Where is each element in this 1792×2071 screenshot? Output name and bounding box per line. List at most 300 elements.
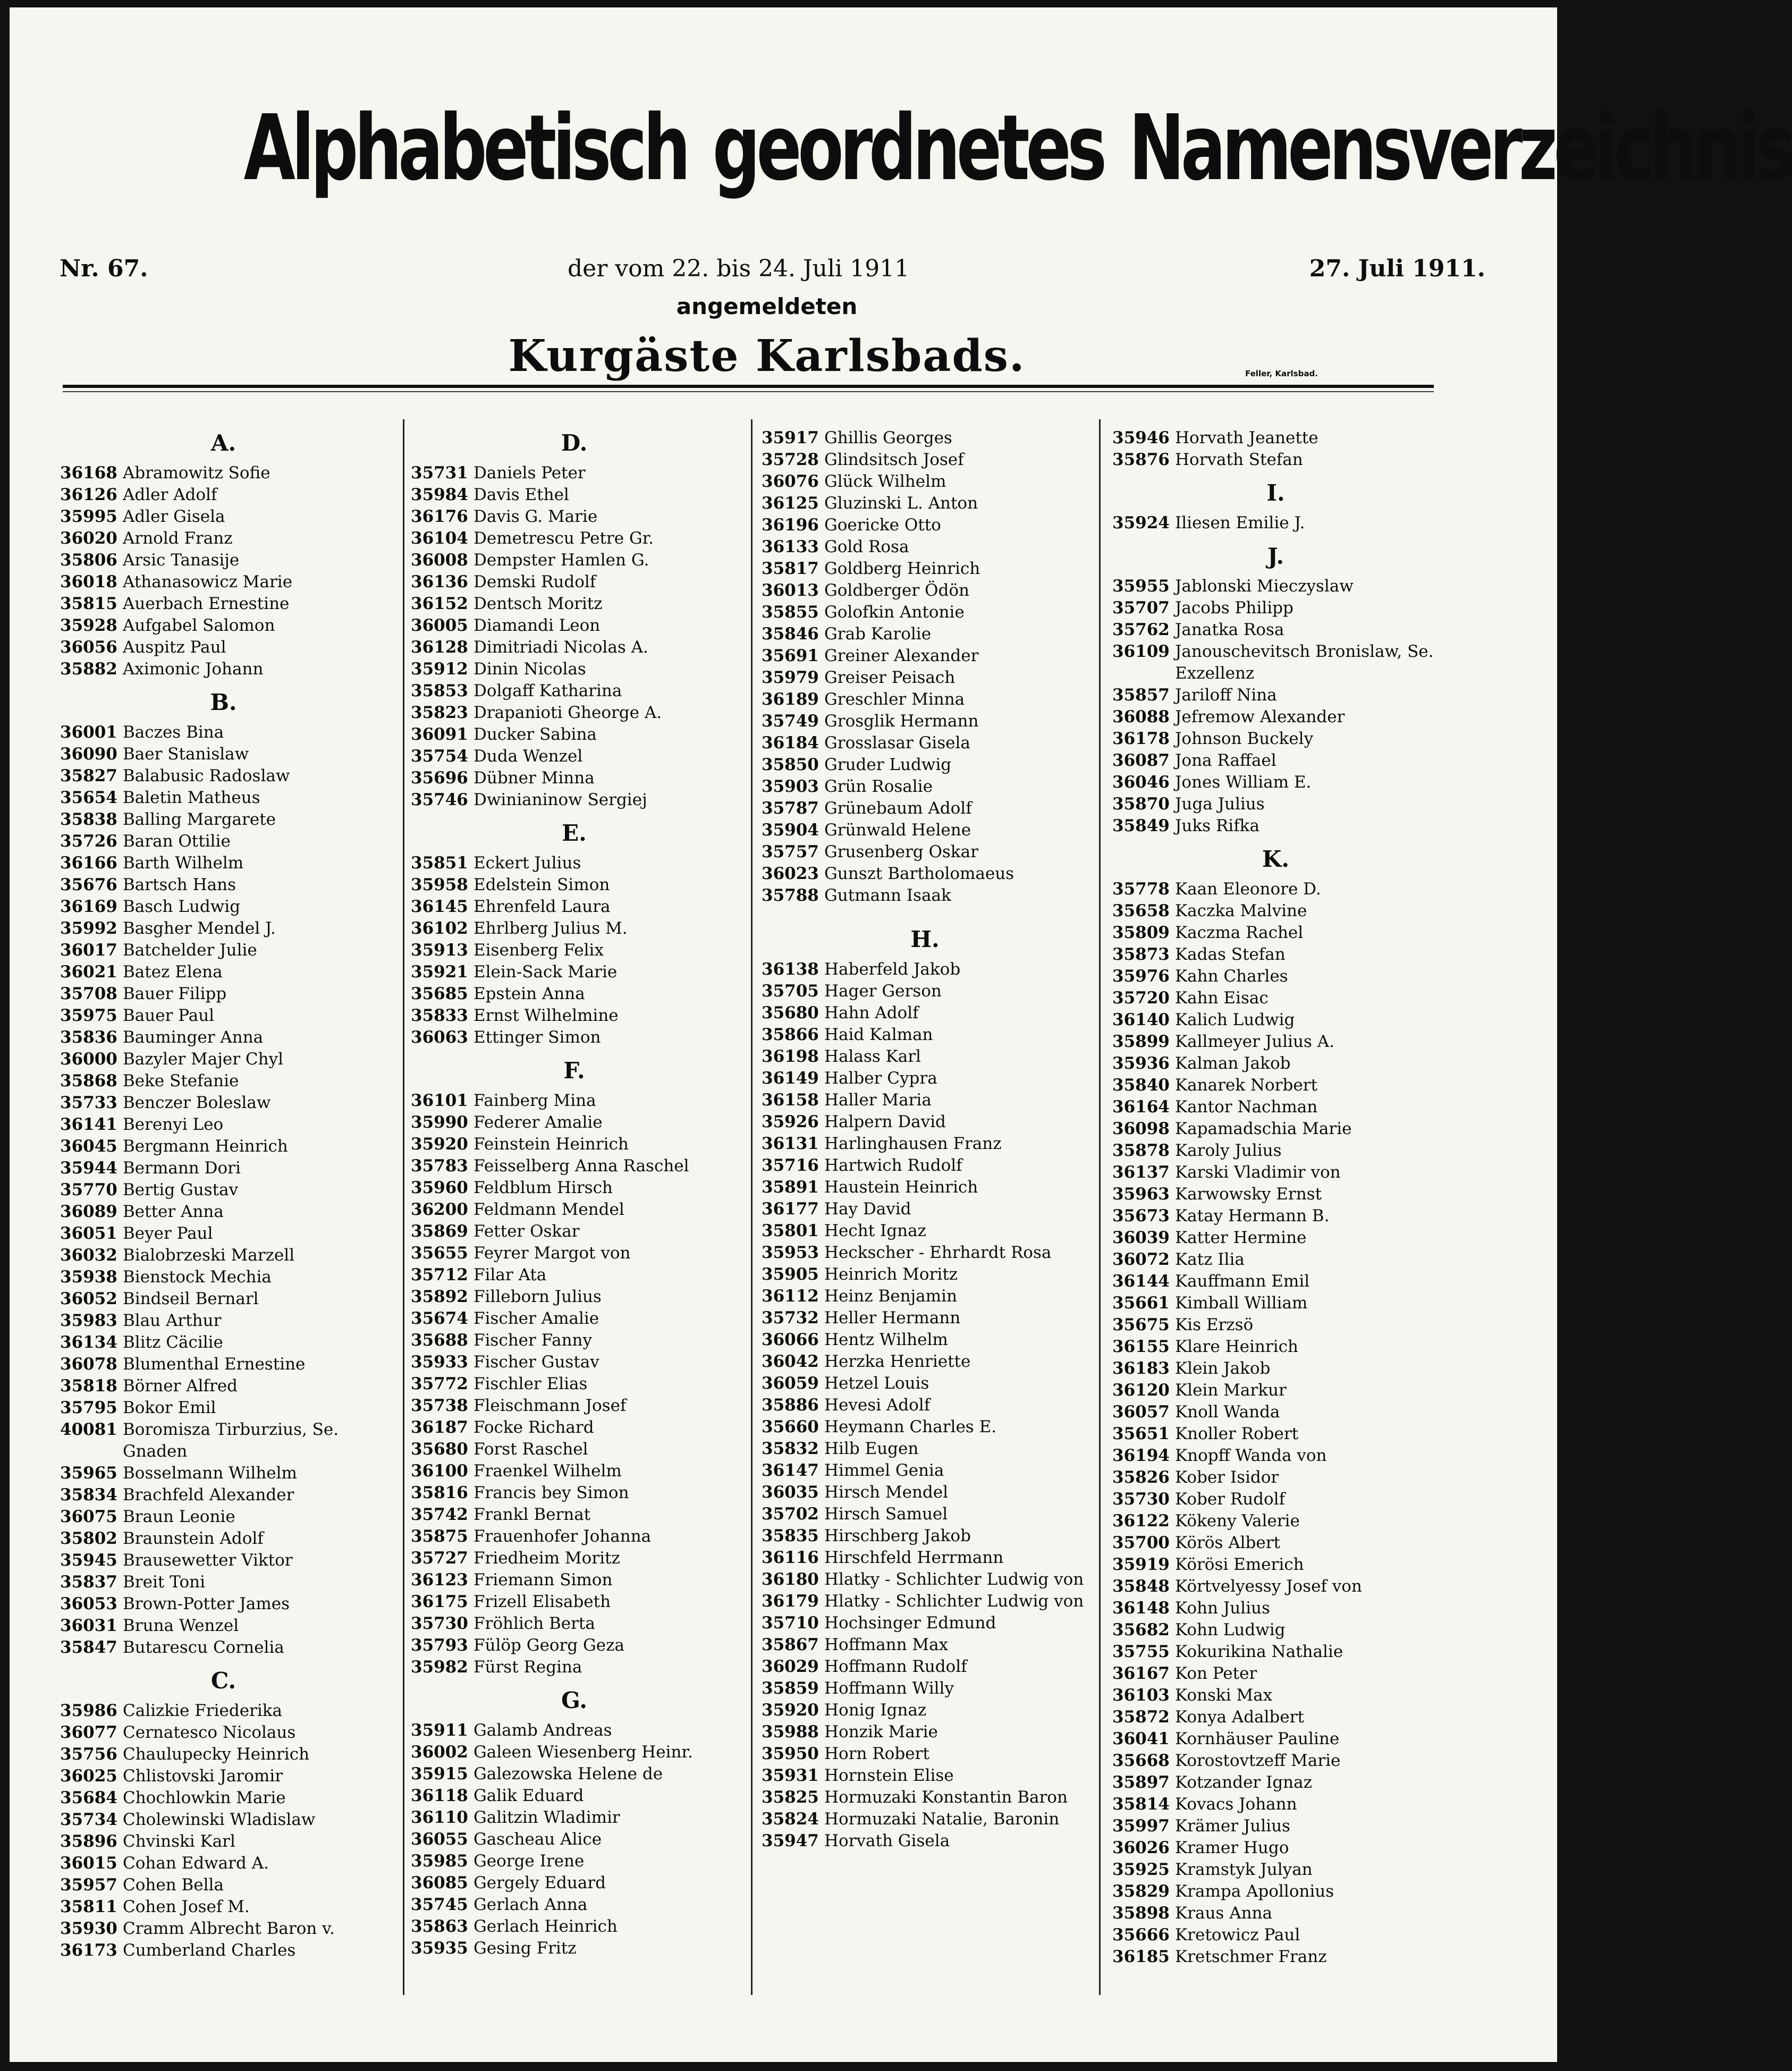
list-item — [411, 1635, 738, 1656]
guest-name: Braunstein Adolf — [123, 1529, 264, 1548]
list-item — [762, 1721, 1088, 1743]
guest-name: Kantor Nachman — [1175, 1097, 1318, 1117]
list-item — [411, 593, 738, 615]
list-item — [411, 852, 738, 874]
guest-name: Daniels Peter — [474, 463, 586, 483]
list-item — [411, 680, 738, 702]
guest-number: 35716 — [762, 1156, 819, 1175]
guest-name: Hecht Ignaz — [824, 1221, 926, 1240]
list-item — [762, 558, 1088, 580]
guest-number: 35788 — [762, 886, 819, 905]
header-rule — [63, 385, 1434, 388]
guest-name: Haid Kalman — [824, 1025, 933, 1044]
list-item — [1112, 1641, 1439, 1663]
list-item — [1112, 706, 1439, 728]
guest-name: Chaulupecky Heinrich — [123, 1745, 310, 1764]
guest-name: Kis Erzsö — [1175, 1315, 1254, 1334]
guest-number: 35950 — [762, 1744, 819, 1763]
guest-name: Halber Cypra — [824, 1069, 937, 1088]
guest-number: 36179 — [762, 1592, 819, 1611]
guest-name: Federer Amalie — [474, 1113, 603, 1132]
list-item — [1112, 1009, 1439, 1031]
guest-name: Feyrer Margot von — [474, 1244, 631, 1263]
section-i — [1112, 477, 1439, 534]
guest-number: 35982 — [411, 1658, 468, 1677]
list-item — [60, 1288, 387, 1310]
guest-name: Kohn Julius — [1175, 1599, 1270, 1618]
guest-number: 35661 — [1112, 1294, 1170, 1313]
list-item — [1112, 1750, 1439, 1772]
list-item — [60, 1831, 387, 1853]
guest-name: Kretowicz Paul — [1175, 1925, 1300, 1945]
list-item — [762, 1634, 1088, 1656]
guest-number: 36123 — [411, 1570, 468, 1590]
guest-name: Cohen Bella — [123, 1875, 224, 1895]
list-item — [60, 1550, 387, 1571]
list-item — [762, 1177, 1088, 1198]
guest-name: Chochlowkin Marie — [123, 1788, 286, 1807]
guest-name: Hormuzaki Natalie, Baronin — [824, 1810, 1060, 1829]
guest-number: 36001 — [60, 723, 117, 742]
list-item — [1112, 1184, 1439, 1205]
section-f — [411, 1055, 738, 1678]
list-item — [60, 831, 387, 852]
guest-name: Dentsch Moritz — [474, 594, 603, 613]
list-item — [762, 863, 1088, 885]
list-item — [411, 1894, 738, 1916]
list-item — [762, 819, 1088, 841]
guest-number: 36066 — [762, 1330, 819, 1349]
guest-number: 35829 — [1112, 1882, 1170, 1901]
guest-name: Heinrich Moritz — [824, 1265, 958, 1284]
list-item — [60, 1245, 387, 1266]
guest-name: Heckscher - Ehrhardt Rosa — [824, 1243, 1052, 1262]
guest-number: 36180 — [762, 1570, 819, 1589]
page-title: Alphabetisch geordnetes Namensverzeichnis — [243, 96, 1792, 201]
guest-number: 35730 — [411, 1614, 468, 1633]
list-item — [1112, 597, 1439, 619]
guest-name: Grünebaum Adolf — [824, 799, 972, 818]
guest-number: 35728 — [762, 450, 819, 469]
guest-number: 35875 — [411, 1527, 468, 1546]
list-item — [1112, 1053, 1439, 1075]
list-item — [1112, 1249, 1439, 1271]
guest-name: Kimball William — [1175, 1294, 1308, 1313]
guest-number: 35955 — [1112, 577, 1170, 596]
guest-name: Aufgabel Salomon — [123, 616, 275, 635]
list-item — [60, 1310, 387, 1332]
guest-name: Frauenhofer Johanna — [474, 1527, 652, 1546]
section-letter: G. — [561, 1687, 587, 1713]
list-item — [411, 1742, 738, 1763]
list-item — [411, 918, 738, 940]
guest-name: Dimitriadi Nicolas A. — [474, 638, 648, 657]
guest-number: 35832 — [762, 1439, 819, 1458]
list-item — [762, 1286, 1088, 1307]
guest-number: 35944 — [60, 1159, 117, 1178]
list-item — [1112, 1532, 1439, 1554]
guest-name: Haberfeld Jakob — [824, 960, 961, 979]
guest-number: 35806 — [60, 551, 117, 570]
guest-name: Ettinger Simon — [474, 1028, 601, 1047]
list-item — [411, 1417, 738, 1439]
list-item — [411, 1548, 738, 1569]
guest-name: Ehrlberg Julius M. — [474, 919, 628, 938]
guest-number: 36091 — [411, 725, 468, 744]
guest-number: 35837 — [60, 1573, 117, 1592]
guest-name: Cohan Edward A. — [123, 1854, 269, 1873]
guest-number: 35676 — [60, 875, 117, 894]
guest-number: 36131 — [762, 1134, 819, 1153]
list-item — [1112, 1663, 1439, 1685]
guest-number: 36015 — [60, 1854, 117, 1873]
guest-name: Konya Adalbert — [1175, 1707, 1304, 1727]
newspaper-page — [10, 7, 1792, 2062]
guest-name: Karwowsky Ernst — [1175, 1185, 1322, 1204]
section-letter: D. — [561, 430, 588, 456]
guest-number: 36039 — [1112, 1228, 1170, 1247]
list-item — [411, 1199, 738, 1221]
guest-name: Berenyi Leo — [123, 1115, 224, 1134]
guest-name: Balabusic Radoslaw — [123, 766, 290, 785]
list-item — [411, 1027, 738, 1049]
guest-name: Batez Elena — [123, 962, 223, 982]
list-item — [60, 1506, 387, 1528]
list-item — [60, 896, 387, 918]
list-item — [762, 1569, 1088, 1591]
guest-number: 35873 — [1112, 945, 1170, 964]
guest-number: 35778 — [1112, 880, 1170, 899]
list-item — [1112, 1118, 1439, 1140]
guest-name: Hartwich Rudolf — [824, 1156, 962, 1175]
guest-name: Arnold Franz — [123, 529, 233, 548]
guest-name: Butarescu Cornelia — [123, 1638, 284, 1657]
guest-number: 35730 — [1112, 1490, 1170, 1509]
list-item — [762, 776, 1088, 798]
guest-name: Hirschfeld Herrmann — [824, 1548, 1004, 1567]
guest-name: Knoll Wanda — [1175, 1402, 1280, 1422]
guest-name: Hirsch Samuel — [824, 1504, 948, 1524]
guest-name: Halass Karl — [824, 1047, 921, 1066]
guest-number: 36085 — [411, 1873, 468, 1892]
list-item — [411, 983, 738, 1005]
guest-number: 36147 — [762, 1461, 819, 1480]
guest-name: Galik Eduard — [474, 1786, 584, 1805]
guest-number: 36184 — [762, 733, 819, 753]
guest-name: Körösi Emerich — [1175, 1555, 1304, 1574]
list-item — [762, 1591, 1088, 1612]
guest-number: 36088 — [1112, 707, 1170, 726]
guest-number: 35755 — [1112, 1642, 1170, 1661]
guest-name: Gascheau Alice — [474, 1830, 602, 1849]
list-item — [1112, 1292, 1439, 1314]
issue-number: Nr. 67. — [60, 255, 148, 282]
list-item — [1112, 1380, 1439, 1401]
guest-number: 35835 — [762, 1526, 819, 1545]
guest-name: Kanarek Norbert — [1175, 1076, 1317, 1095]
guest-name: Kadas Stefan — [1175, 945, 1286, 964]
guest-number: 36103 — [1112, 1686, 1170, 1705]
guest-number: 35838 — [60, 810, 117, 829]
list-item — [60, 637, 387, 658]
guest-number: 35868 — [60, 1071, 117, 1091]
list-item — [60, 1070, 387, 1092]
guest-number: 36013 — [762, 581, 819, 600]
guest-number: 35965 — [60, 1464, 117, 1483]
guest-name: Beyer Paul — [123, 1224, 213, 1243]
guest-name: Bauer Paul — [123, 1006, 215, 1025]
guest-name: Brausewetter Viktor — [123, 1551, 293, 1570]
guest-name: Ghillis Georges — [824, 428, 952, 447]
guest-number: 36021 — [60, 962, 117, 982]
list-item — [60, 1874, 387, 1896]
guest-name: Jariloff Nina — [1175, 686, 1277, 705]
section-letter: F. — [563, 1058, 585, 1084]
list-item — [1112, 1903, 1439, 1924]
guest-name: Arsic Tanasije — [123, 551, 240, 570]
guest-name: Hahn Adolf — [824, 1003, 919, 1022]
list-item — [1112, 641, 1439, 684]
guest-name: Bazyler Majer Chyl — [123, 1050, 284, 1069]
guest-name: Krampa Apollonius — [1175, 1882, 1334, 1901]
list-item — [411, 746, 738, 767]
guest-number: 35707 — [1112, 598, 1170, 618]
list-item — [762, 580, 1088, 602]
guest-name: Hentz Wilhelm — [824, 1330, 948, 1349]
guest-name: Benczer Boleslaw — [123, 1093, 271, 1112]
list-item — [762, 1329, 1088, 1351]
guest-number: 35818 — [60, 1376, 117, 1396]
list-item — [411, 1439, 738, 1460]
list-item — [60, 1027, 387, 1049]
guest-number: 36029 — [762, 1657, 819, 1676]
guest-number: 36056 — [60, 638, 117, 657]
list-item — [1112, 772, 1439, 793]
list-item — [762, 885, 1088, 907]
guest-name: Hormuzaki Konstantin Baron — [824, 1788, 1068, 1807]
section-j — [1112, 540, 1439, 837]
guest-name: Dwinianinow Sergiej — [474, 790, 647, 809]
list-item — [411, 1351, 738, 1373]
guest-number: 35826 — [1112, 1468, 1170, 1487]
list-item — [60, 1005, 387, 1027]
guest-name: Körös Albert — [1175, 1533, 1281, 1552]
list-item — [1112, 684, 1439, 706]
guest-number: 35867 — [762, 1635, 819, 1654]
guest-name: Forst Raschel — [474, 1440, 588, 1459]
list-item — [60, 1397, 387, 1419]
guest-number: 35848 — [1112, 1577, 1170, 1596]
guest-number: 36057 — [1112, 1402, 1170, 1422]
list-item — [1112, 878, 1439, 900]
guest-name: Kornhäuser Pauline — [1175, 1729, 1340, 1748]
list-item — [1112, 1401, 1439, 1423]
guest-number: 36136 — [411, 572, 468, 591]
list-item — [1112, 1685, 1439, 1706]
guest-name: Kaczka Malvine — [1175, 901, 1307, 920]
list-item — [1112, 1728, 1439, 1750]
list-item — [411, 1916, 738, 1938]
guest-name: Hevesi Adolf — [824, 1396, 931, 1415]
guest-name: Eisenberg Felix — [474, 941, 604, 960]
list-item — [60, 1136, 387, 1157]
column-1 — [60, 427, 387, 1962]
list-item — [762, 1656, 1088, 1678]
list-item — [762, 1307, 1088, 1329]
guest-name: Bartsch Hans — [123, 875, 236, 894]
guest-number: 36051 — [60, 1224, 117, 1243]
guest-name: Kaan Eleonore D. — [1175, 880, 1321, 899]
section-g-cont — [762, 427, 1088, 907]
list-item — [762, 798, 1088, 819]
list-item — [411, 1395, 738, 1417]
guest-number: 35853 — [411, 681, 468, 700]
list-item — [762, 667, 1088, 689]
guest-name: Glück Wilhelm — [824, 472, 946, 491]
guest-number: 36189 — [762, 690, 819, 709]
guest-number: 35886 — [762, 1396, 819, 1415]
guest-number: 35899 — [1112, 1032, 1170, 1051]
list-item — [1112, 1423, 1439, 1445]
list-item — [60, 1201, 387, 1223]
list-item — [762, 1264, 1088, 1286]
list-item — [411, 658, 738, 680]
guest-name: Bertig Gustav — [123, 1180, 239, 1199]
column-divider — [403, 419, 404, 1995]
list-item — [60, 787, 387, 809]
guest-name: Halpern David — [824, 1112, 946, 1131]
list-item — [762, 1808, 1088, 1830]
guest-name: Fischer Fanny — [474, 1331, 593, 1350]
guest-name: Bermann Dori — [123, 1159, 241, 1178]
guest-number: 35700 — [1112, 1533, 1170, 1552]
guest-number: 35762 — [1112, 620, 1170, 639]
list-item — [60, 1765, 387, 1787]
list-item — [411, 1526, 738, 1548]
list-item — [762, 732, 1088, 754]
guest-name: Frankl Bernat — [474, 1505, 591, 1524]
list-item — [60, 1049, 387, 1070]
guest-number: 36145 — [411, 897, 468, 916]
list-item — [762, 1460, 1088, 1482]
guest-number: 35654 — [60, 788, 117, 807]
guest-number: 35891 — [762, 1178, 819, 1197]
guest-name: Kokurikina Nathalie — [1175, 1642, 1343, 1661]
guest-number: 36109 — [1112, 642, 1170, 661]
list-item — [762, 1547, 1088, 1569]
guest-name: Batchelder Julie — [123, 941, 257, 960]
guest-number: 36183 — [1112, 1359, 1170, 1378]
guest-name: Bruna Wenzel — [123, 1616, 239, 1635]
guest-name: Boromisza Tirburzius, Se. Gnaden — [123, 1420, 339, 1461]
guest-number: 36194 — [1112, 1446, 1170, 1465]
list-item — [60, 983, 387, 1005]
guest-number: 35795 — [60, 1398, 117, 1417]
guest-number: 36104 — [411, 529, 468, 548]
guest-name: Davis Ethel — [474, 485, 569, 504]
guest-number: 36017 — [60, 941, 117, 960]
list-item — [1112, 1445, 1439, 1467]
guest-name: Fischer Gustav — [474, 1353, 599, 1372]
list-item — [60, 1700, 387, 1722]
list-item — [60, 658, 387, 680]
guest-name: Goericke Otto — [824, 515, 941, 535]
guest-name: Calizkie Friederika — [123, 1701, 283, 1720]
list-item — [60, 874, 387, 896]
list-item — [762, 427, 1088, 449]
guest-name: Basgher Mendel J. — [123, 919, 276, 938]
list-item — [60, 571, 387, 593]
guest-name: Grünwald Helene — [824, 821, 971, 840]
guest-number: 35727 — [411, 1549, 468, 1568]
list-item — [411, 1785, 738, 1807]
guest-name: Greiser Peisach — [824, 668, 956, 687]
list-item — [411, 1613, 738, 1635]
guest-number: 35921 — [411, 962, 468, 982]
guest-name: Blumenthal Ernestine — [123, 1355, 306, 1374]
guest-number: 35975 — [60, 1006, 117, 1025]
guest-name: Feldmann Mendel — [474, 1200, 624, 1219]
column-divider — [751, 419, 753, 1995]
list-item — [60, 940, 387, 961]
guest-number: 35732 — [762, 1308, 819, 1328]
guest-number: 35960 — [411, 1178, 468, 1197]
guest-number: 36089 — [60, 1202, 117, 1221]
guest-number: 35705 — [762, 982, 819, 1001]
guest-name: Körtvelyessy Josef von — [1175, 1577, 1362, 1596]
date-range: der vom 22. bis 24. Juli 1911 — [568, 255, 910, 282]
guest-name: Klein Markur — [1175, 1381, 1287, 1400]
guest-number: 35770 — [60, 1180, 117, 1199]
guest-number: 35919 — [1112, 1555, 1170, 1574]
guest-number: 35984 — [411, 485, 468, 504]
guest-name: Katter Hermine — [1175, 1228, 1307, 1247]
guest-name: Blau Arthur — [123, 1311, 222, 1330]
guest-number: 36090 — [60, 745, 117, 764]
guest-number: 35787 — [762, 799, 819, 818]
guest-number: 35925 — [1112, 1860, 1170, 1879]
guest-number: 36008 — [411, 551, 468, 570]
guest-name: Hay David — [824, 1199, 911, 1219]
guest-name: Auspitz Paul — [123, 638, 226, 657]
guest-name: Honzik Marie — [824, 1722, 938, 1742]
list-item — [60, 1918, 387, 1940]
guest-number: 36148 — [1112, 1599, 1170, 1618]
printer-credit: Feller, Karlsbad. — [1245, 369, 1318, 378]
guest-number: 35898 — [1112, 1904, 1170, 1923]
list-item — [1112, 1314, 1439, 1336]
list-item — [1112, 1031, 1439, 1053]
guest-name: Gluzinski L. Anton — [824, 494, 978, 513]
list-item — [762, 689, 1088, 711]
guest-name: Feisselberg Anna Raschel — [474, 1156, 689, 1176]
guest-name: Gesing Fritz — [474, 1939, 577, 1958]
list-item — [411, 1850, 738, 1872]
guest-number: 36041 — [1112, 1729, 1170, 1748]
guest-name: Bialobrzeski Marzell — [123, 1246, 295, 1265]
guest-name: Fraenkel Wilhelm — [474, 1461, 622, 1481]
guest-name: Karski Vladimir von — [1175, 1163, 1341, 1182]
list-item — [1112, 1510, 1439, 1532]
guest-name: Hirsch Mendel — [824, 1483, 949, 1502]
guest-name: Baer Stanislaw — [123, 745, 249, 764]
list-item — [762, 449, 1088, 471]
guest-name: Balling Margarete — [123, 810, 276, 829]
list-item — [762, 959, 1088, 980]
guest-number: 35749 — [762, 712, 819, 731]
guest-name: Kramer Hugo — [1175, 1838, 1289, 1857]
guest-number: 35859 — [762, 1679, 819, 1698]
